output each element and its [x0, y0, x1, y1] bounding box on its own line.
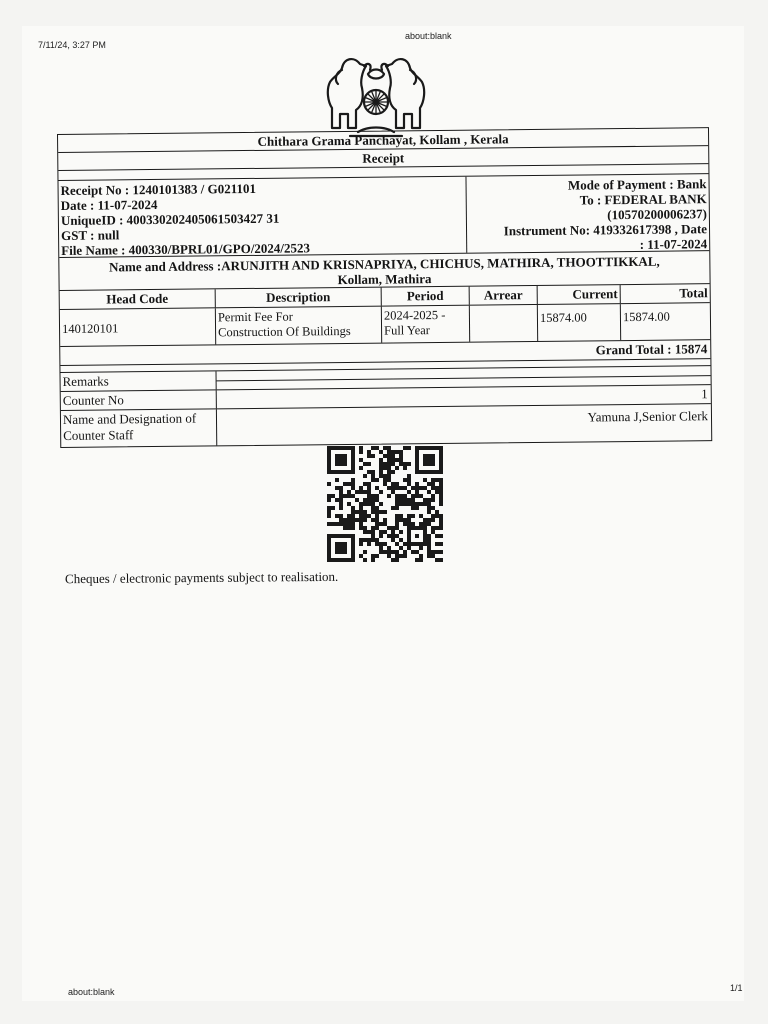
cell-arrear — [470, 305, 538, 342]
staff-row — [61, 404, 711, 447]
receipt-identifiers — [58, 177, 467, 257]
unique-id: UniqueID : 400330202405061503427 31 — [60, 210, 280, 228]
grand-total: Grand Total : 15874 — [60, 340, 710, 366]
header-current: Current — [538, 285, 621, 304]
header-description: Description — [216, 288, 382, 308]
print-datetime: 7/11/24, 3:27 PM — [38, 40, 106, 50]
print-url-bottom: about:blank — [68, 987, 115, 997]
cell-total: 15874.00 — [622, 309, 670, 325]
counter-label: Counter No — [61, 390, 217, 410]
cell-head-code: 140120101 — [60, 308, 216, 346]
counter-value: 1 — [701, 386, 708, 402]
receipt-table — [57, 127, 712, 448]
period-line-2: Full Year — [384, 323, 430, 338]
name-address-line-1: Name and Address :ARUNJITH AND KRISNAPRIYA, CHICHUS, MATHIRA, THOOTTIKKAL, — [108, 253, 660, 275]
name-address-line-2: Kollam, Mathira — [337, 271, 432, 288]
cell-period — [382, 306, 470, 343]
remarks-label: Remarks — [61, 371, 217, 391]
print-url-top: about:blank — [405, 31, 452, 41]
receipt-title: Receipt — [58, 146, 708, 171]
description-line-1: Permit Fee For — [217, 309, 293, 325]
print-page-number: 1/1 — [730, 983, 743, 993]
header-period: Period — [382, 287, 470, 306]
receipt-number: Receipt No : 1240101383 / G021101 — [60, 180, 257, 198]
kerala-emblem-icon — [320, 52, 432, 140]
file-name: File Name : 400330/BPRL01/GPO/2024/2523 — [61, 240, 311, 258]
payment-note: Cheques / electronic payments subject to realisation. — [64, 568, 339, 587]
receipt-date: Date : 11-07-2024 — [60, 196, 158, 213]
cell-current: 15874.00 — [538, 304, 621, 341]
header-total: Total — [679, 285, 708, 301]
payment-details — [466, 174, 709, 253]
header-arrear: Arrear — [470, 286, 538, 305]
bank-account: (10570200006237) — [607, 206, 707, 223]
gst-value: GST : null — [60, 227, 120, 243]
header-head-code: Head Code — [60, 289, 216, 309]
description-line-2: Construction Of Buildings — [218, 323, 351, 340]
cell-description — [216, 307, 382, 345]
qr-code-icon — [327, 446, 443, 562]
payment-mode: Mode of Payment : Bank — [567, 176, 707, 193]
staff-label-line-2: Counter Staff — [63, 427, 134, 443]
staff-value: Yamuna J,Senior Clerk — [587, 408, 709, 425]
office-name: Chithara Grama Panchayat, Kollam , Kerala — [58, 128, 708, 153]
receipt-info-row — [58, 174, 709, 258]
staff-label-line-1: Name and Designation of — [62, 410, 197, 427]
instrument-number: Instrument No: 419332617398 , Date — [503, 221, 708, 239]
instrument-date: : 11-07-2024 — [639, 236, 708, 252]
staff-label — [61, 409, 217, 447]
payment-bank: To : FEDERAL BANK — [579, 191, 707, 208]
period-line-1: 2024-2025 - — [383, 307, 446, 323]
